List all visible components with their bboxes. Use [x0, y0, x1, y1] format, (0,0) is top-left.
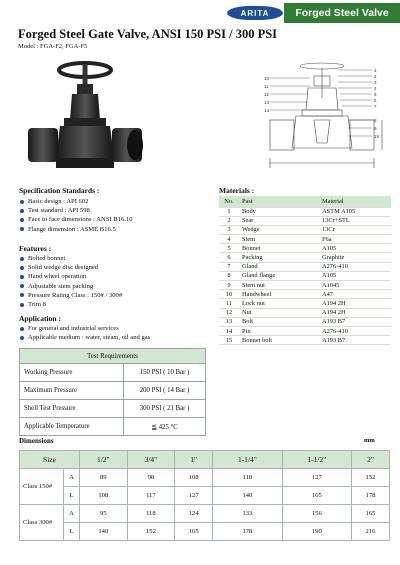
table-cell: 9	[219, 281, 239, 290]
table-cell: 178	[352, 487, 390, 505]
drawing-label: 9	[374, 126, 377, 131]
table-cell: 108	[175, 469, 213, 487]
table-cell: Packing	[239, 253, 319, 262]
table-cell: 13Cr	[319, 225, 391, 234]
table-cell: A47	[319, 290, 391, 299]
list-item: Solid wedge disc designed	[19, 263, 122, 272]
table-cell: 133	[213, 505, 282, 523]
table-row	[219, 281, 391, 290]
table-row	[219, 225, 391, 234]
table-row	[219, 290, 391, 299]
drawing-label: 10	[264, 76, 270, 81]
table-cell: Body	[239, 207, 319, 216]
table-cell: A1045	[319, 281, 391, 290]
table-cell: Lock nut	[239, 299, 319, 308]
drawing-label: 6	[374, 98, 377, 103]
table-row	[219, 299, 391, 308]
category-banner: Forged Steel Valve	[284, 3, 400, 23]
table-row	[20, 418, 206, 436]
list-item: Flange dimension : ASME B16.5	[19, 225, 133, 234]
table-row	[219, 271, 391, 280]
class-label: Class 150#	[20, 469, 64, 505]
dim-label: L	[64, 487, 80, 505]
test-label: Working Pressure	[20, 364, 124, 382]
table-row	[219, 244, 391, 253]
table-row	[20, 469, 390, 487]
table-cell: Seat	[239, 216, 319, 225]
drawing-label: 3	[374, 80, 377, 85]
table-cell: 95	[80, 505, 128, 523]
table-cell: 127	[282, 469, 351, 487]
table-cell: 118	[127, 505, 175, 523]
table-cell: Nut	[239, 308, 319, 317]
drawing-label: 2	[374, 74, 377, 79]
table-cell: A194 2H	[319, 299, 391, 308]
list-item: Test standard : API 598	[19, 206, 133, 215]
table-cell: 190	[282, 523, 351, 541]
table-cell: Stem nut	[239, 281, 319, 290]
table-row	[20, 487, 390, 505]
table-cell: A105	[319, 271, 391, 280]
table-cell: 89	[80, 469, 128, 487]
drawing-label: 13	[264, 100, 270, 105]
table-cell: 165	[282, 487, 351, 505]
dim-label: A	[64, 505, 80, 523]
table-cell: Bonnet bolt	[239, 336, 319, 345]
table-row	[219, 317, 391, 326]
table-cell: 118	[213, 469, 282, 487]
table-cell: 156	[282, 505, 351, 523]
table-cell: 98	[127, 469, 175, 487]
table-cell: 3	[219, 225, 239, 234]
size-header: 2"	[352, 451, 390, 469]
application-heading: Application :	[19, 314, 61, 323]
drawing-label: 5	[374, 92, 377, 97]
table-cell: A194 2H	[319, 308, 391, 317]
table-cell: 5	[219, 244, 239, 253]
drawing-label: 7	[374, 104, 377, 109]
table-cell: Pin	[239, 326, 319, 335]
features-list	[19, 254, 122, 309]
model-line: Model : FGA-F2, FGA-F5	[18, 43, 88, 50]
table-cell: A193 B7	[319, 336, 391, 345]
class-label: Class 300#	[20, 505, 64, 541]
table-cell: 6	[219, 253, 239, 262]
size-header: 3/4"	[127, 451, 175, 469]
test-header-row	[20, 349, 206, 364]
table-cell: A276-410	[319, 326, 391, 335]
dim-label: L	[64, 523, 80, 541]
drawing-label: 1	[374, 68, 377, 73]
test-label: Applicable Temperature	[20, 418, 124, 436]
table-cell: 8	[219, 271, 239, 280]
table-cell: 216	[352, 523, 390, 541]
table-cell: Graphite	[319, 253, 391, 262]
table-row	[20, 505, 390, 523]
drawing-label: 12	[264, 92, 270, 97]
header	[0, 0, 400, 26]
materials-header-row	[219, 196, 391, 207]
table-cell: 165	[352, 505, 390, 523]
size-header: 1/2"	[80, 451, 128, 469]
table-cell: 11	[219, 299, 239, 308]
table-cell: 12	[219, 308, 239, 317]
table-cell: A276-410	[319, 262, 391, 271]
table-row	[219, 262, 391, 271]
dimensions-table	[19, 450, 390, 541]
table-cell: Bonnet	[239, 244, 319, 253]
table-row	[219, 326, 391, 335]
table-row	[219, 336, 391, 345]
table-cell: Bolt	[239, 317, 319, 326]
table-cell: 13	[219, 317, 239, 326]
table-cell: Gland	[239, 262, 319, 271]
unit-label: mm	[364, 437, 375, 444]
table-cell: 178	[213, 523, 282, 541]
page-title: Forged Steel Gate Valve, ANSI 150 PSI / 300 PSI	[18, 27, 278, 41]
table-cell: ASTM A105	[319, 207, 391, 216]
list-item: For general and industrial services	[19, 324, 150, 333]
table-row	[219, 235, 391, 244]
col-header: Material	[319, 196, 391, 207]
table-cell: 117	[127, 487, 175, 505]
size-header: 1-1/2"	[282, 451, 351, 469]
drawing-label: 4	[374, 86, 377, 91]
list-item: Adjustable stem packing	[19, 282, 122, 291]
table-row	[20, 523, 390, 541]
test-label: Maximum Pressure	[20, 382, 124, 400]
table-cell: A193 B7	[319, 317, 391, 326]
table-row	[219, 253, 391, 262]
features-heading: Features :	[19, 244, 52, 253]
table-cell: A105	[319, 244, 391, 253]
table-cell: 1	[219, 207, 239, 216]
table-cell: 4	[219, 235, 239, 244]
spec-heading: Specification Standards :	[19, 186, 100, 195]
list-item: Basic design : API 602	[19, 197, 133, 206]
table-cell: 2	[219, 216, 239, 225]
table-row	[219, 308, 391, 317]
col-header: No.	[219, 196, 239, 207]
list-item: Applicable medium : water, steam, oil and gas	[19, 333, 150, 342]
table-cell: 13Cr+STL	[319, 216, 391, 225]
table-row	[219, 216, 391, 225]
table-cell: Handwheel	[239, 290, 319, 299]
table-row	[20, 382, 206, 400]
table-cell: 152	[352, 469, 390, 487]
dimensions-heading: Dimensions	[19, 437, 54, 445]
table-cell: Gland flange	[239, 271, 319, 280]
table-cell: Stem	[239, 235, 319, 244]
test-value: 150 PSI ( 10 Bar )	[124, 364, 206, 382]
application-list	[19, 324, 150, 342]
dimensions-header-row	[20, 451, 390, 469]
materials-table	[219, 196, 391, 345]
table-row	[20, 400, 206, 418]
table-cell: 15	[219, 336, 239, 345]
test-value: 300 PSI ( 21 Bar )	[124, 400, 206, 418]
table-cell: 7	[219, 262, 239, 271]
test-value: ≦ 425 °C	[124, 418, 206, 436]
table-cell: 108	[80, 487, 128, 505]
valve-photo	[20, 58, 150, 178]
table-cell: 140	[80, 523, 128, 541]
list-item: Pressure Rating Class : 150# / 300#	[19, 291, 122, 300]
table-cell: 14	[219, 326, 239, 335]
spec-list	[19, 197, 133, 234]
table-cell: 10	[219, 290, 239, 299]
col-header: Past	[239, 196, 319, 207]
size-header: Size	[20, 451, 80, 469]
list-item: Bolted bonnet	[19, 254, 122, 263]
brand-logo: ARITA	[227, 6, 283, 20]
table-cell: 165	[175, 523, 213, 541]
drawing-label: 8	[374, 118, 377, 123]
list-item: Trim 8	[19, 300, 122, 309]
table-row	[219, 207, 391, 216]
materials-heading: Materials :	[219, 186, 255, 195]
table-cell: Wedge	[239, 225, 319, 234]
size-header: 1"	[175, 451, 213, 469]
table-cell: 152	[127, 523, 175, 541]
test-value: 200 PSI ( 14 Bar )	[124, 382, 206, 400]
dim-label: A	[64, 469, 80, 487]
table-cell: 127	[175, 487, 213, 505]
size-header: 1-1/4"	[213, 451, 282, 469]
test-label: Shell Test Pressure	[20, 400, 124, 418]
table-cell: 124	[175, 505, 213, 523]
test-requirements-table	[19, 348, 206, 436]
table-cell: F6a	[319, 235, 391, 244]
test-heading: Test Requirements	[20, 349, 206, 364]
drawing-label: 11	[264, 84, 269, 89]
list-item: Face to face dimensions : ANSI B16.10	[19, 215, 133, 224]
table-row	[20, 364, 206, 382]
list-item: Hand wheel operation	[19, 272, 122, 281]
drawing-label: 14	[264, 108, 270, 113]
drawing-label: 15	[374, 134, 380, 139]
table-cell: 140	[213, 487, 282, 505]
cutaway-drawing	[262, 58, 397, 183]
